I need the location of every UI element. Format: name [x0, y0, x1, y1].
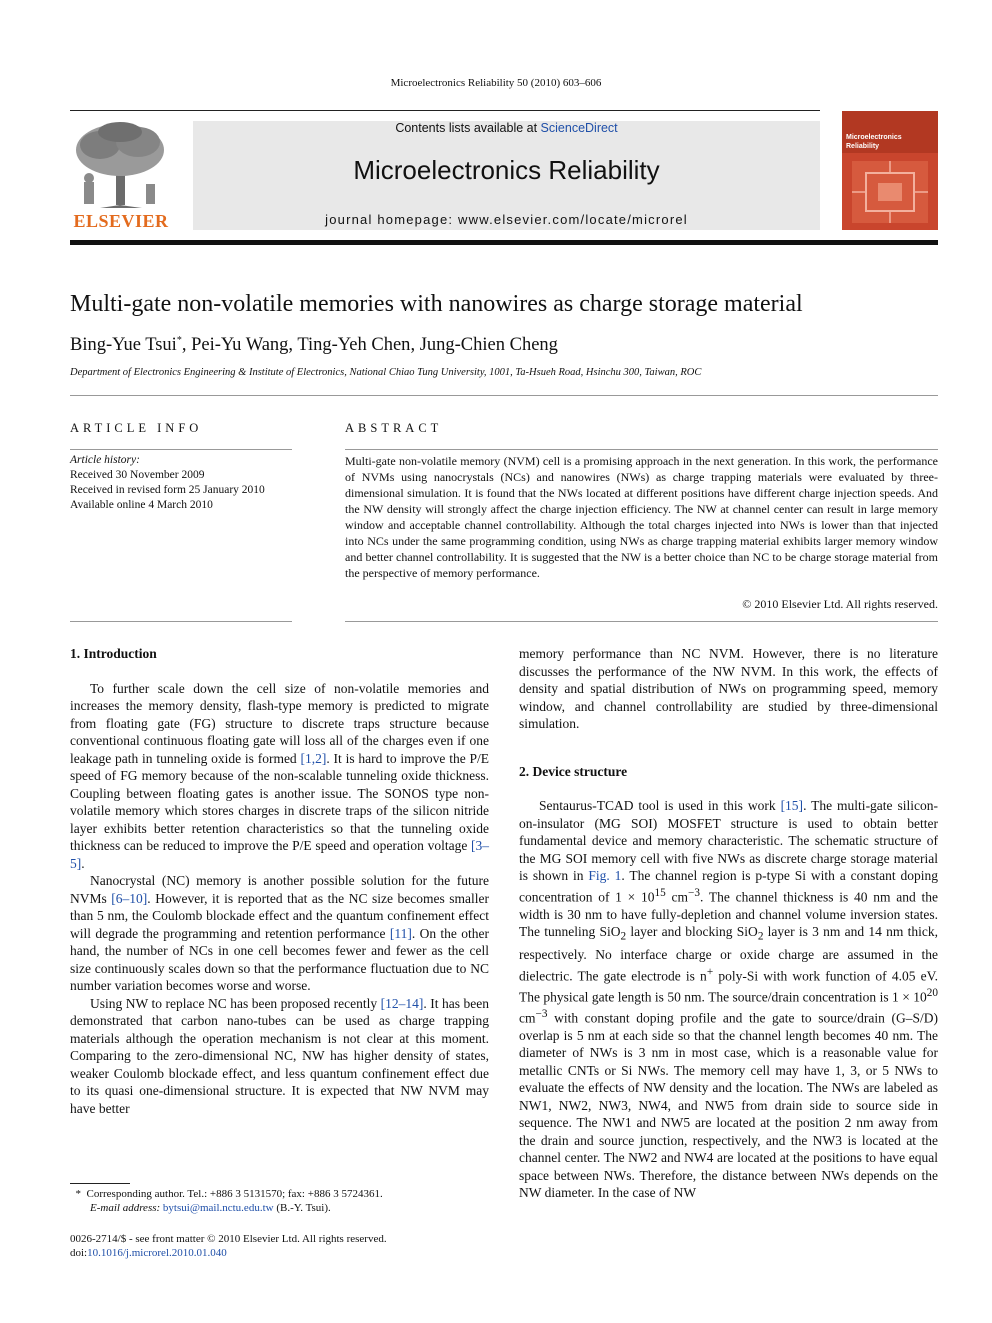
reference-link[interactable]: [11]: [389, 925, 412, 941]
paragraph: Nanocrystal (NC) memory is another possible solution for the future NVMs [6–10]. However, it is reported that as the NC size becomes smaller than 5 nm, the Coulomb blockade effect and the quantum confinement effect will degrade the programming and retention performance [11]. On the other hand, the number of NCs in one cell becomes fewer and fewer as the cell size continuously scales down so that the performance fluctuation due to NC number variation becomes worse and worse.: [70, 873, 489, 993]
article-info-rule: [70, 449, 292, 450]
right-column: [519, 645, 938, 1202]
section-heading-device-structure: 2. Device structure: [519, 763, 628, 779]
abstract-bottom-rule: [345, 621, 938, 622]
email-note: E-mail address: bytsui@mail.nctu.edu.tw (B.-Y. Tsui).: [90, 1202, 331, 1214]
author-name[interactable]: Ting-Yeh Chen: [297, 335, 411, 356]
revised-date: Received in revised form 25 January 2010: [70, 484, 265, 496]
publisher-wordmark: ELSEVIER: [73, 211, 169, 231]
title-divider: [70, 395, 938, 396]
doi-link[interactable]: 10.1016/j.microrel.2010.01.040: [87, 1247, 227, 1259]
cover-title-line1: Microelectronics: [846, 134, 902, 141]
article-history: [70, 453, 292, 513]
reference-link[interactable]: [15]: [780, 798, 804, 813]
abstract-heading: ABSTRACT: [345, 421, 443, 435]
article-info-heading: ARTICLE INFO: [70, 421, 203, 435]
figure-link[interactable]: Fig. 1: [588, 868, 622, 883]
paragraph: memory performance than NC NVM. However, there is no literature discusses the performance of the NW NVM. In this work, the effects of density and spatial distribution of NWs on programming speed, memory window, and channel controllability are studied by three-dimensional simulation.: [519, 646, 938, 731]
author-list: Bing-Yue Tsui*, Pei-Yu Wang, Ting-Yeh Chen, Jung-Chien Cheng: [70, 335, 558, 356]
contents-line: [193, 121, 820, 135]
paragraph: Sentaurus-TCAD tool is used in this work [15]. The multi-gate silicon-on-insulator (MG SOI) MOSFET structure is used to obtain better fundamental device and memory characteristic. The schematic structure of the MG SOI memory cell with five NWs as discrete charge storage material is shown in Fig. 1. The channel region is p-type Si with a constant doping concentration of $1 \times 10^{15}$ $cm^{-3}$. The channel thickness is 40 nm and the width is 30 nm to have fully-depletion and channel volume inversion states. The tunneling SiO$_2$ layer and blocking SiO$_2$ layer is 3 nm and 14 nm thick, respectively. No interface charge or oxide charge are assumed in the dielectric. The gate electrode is n+ poly-Si with work function of 4.05 eV. The physical gate length is 50 nm. The source/drain concentration is $1 \times 10^{20}$ $cm^{-3}$ with constant doping profile and the gate to source/drain (G–S/D) overlap is 5 nm at each side so that the channel length becomes 40 nm. The diameter of NWs is 3 nm in most case, which is a reasonable value for metallic CNTs or Si NWs. The memory cell may have 1, 3, or 5 NWs to evaluate the effects of NW density and the location. The NWs are labeled as NW1, NW2, NW3, NW4, and NW5 from drain side to source side in sequence. The NW1 and NW5 are located at the position 2 nm away from the drain and source junction, respectively, and the NW3 is located at the channel center. The NW2 and NW4 are located at the positions to have equal space between NWs. Therefore, the distance between NWs depends on the NW diameter. In the case of NW: [519, 798, 938, 1201]
abstract-text: Multi-gate non-volatile memory (NVM) cell is a promising approach in the next generation. In this work, the performance of NVMs using nanocrystals (NCs) and nanowires (NWs) as charge trapping materials were evaluated by three-dimensional simulation. It is found that the NWs located at different positions have different charge injection speeds. And the NW density will strongly affect the charge injection efficiency. The NW at channel center can result in large memory window and acceptable channel controllability. Although the total charges injected into NWs is lower than that injected into NCs under the same programming condition, using NWs as charge trapping material exhibits larger memory window and better channel controllability. It is suggested that the NW is a better choice than NC to be charge storage material from the perspective of memory performance.: [345, 454, 938, 580]
cover-title-line2: Reliability: [846, 143, 880, 150]
received-date: Received 30 November 2009: [70, 469, 205, 481]
issn-block: [70, 1232, 489, 1260]
article-info-bottom-rule: [70, 621, 292, 622]
paragraph: To further scale down the cell size of non-volatile memories and increases the memory density, flash-type memory is predicted to migrate from floating gate (FG) structure to discrete traps structure because conventional continuous floating gate will loss all of the charges even if one leakage path in tunneling oxide is formed [1,2]. It is hard to improve the P/E speed of FG memory because of the non-scalable tunneling oxide thickness. Coupling between floating gates is another issue. The SONOS type non-volatile memory which stores charges in discrete traps of the silicon nitride layer exhibits better retention characteristics so that the tunneling oxide thickness can be reduced to improve the P/E speed and operation voltage [3–5].: [70, 680, 489, 871]
cover-circuit-icon: [852, 161, 928, 223]
corresponding-mark[interactable]: *: [176, 335, 182, 346]
doi-line: doi:10.1016/j.microrel.2010.01.040: [70, 1247, 227, 1259]
journal-cover[interactable]: [842, 111, 938, 230]
section-heading-introduction: 1. Introduction: [70, 646, 157, 661]
journal-homepage[interactable]: journal homepage: www.elsevier.com/locate/microrel: [325, 212, 688, 227]
reference-link[interactable]: [3–5]: [70, 838, 489, 871]
paper-title: Multi-gate non-volatile memories with nanowires as charge storage material: [70, 291, 803, 317]
journal-citation: Microelectronics Reliability 50 (2010) 603–606: [390, 77, 602, 89]
corresponding-author-note: * Corresponding author. Tel.: +886 3 5131570; fax: +886 3 5724361.: [75, 1188, 383, 1200]
masthead-thick-rule: [70, 240, 938, 245]
online-date: Available online 4 March 2010: [70, 499, 213, 511]
reference-link[interactable]: [1,2]: [300, 750, 327, 766]
reference-link[interactable]: [6–10]: [111, 890, 148, 906]
copyright-notice: © 2010 Elsevier Ltd. All rights reserved.: [742, 597, 938, 611]
journal-title: Microelectronics Reliability: [353, 155, 660, 185]
footnote: [70, 1187, 489, 1215]
footnote-rule: [70, 1183, 130, 1184]
contents-prefix: Contents lists available at: [395, 121, 541, 135]
elsevier-tree-icon: [70, 120, 172, 210]
paragraph: Using NW to replace NC has been proposed recently [12–14]. It has been demonstrated that carbon nano-tubes can be used as charge trapping materials although the operation mechanism is not clear at this moment. Comparing to the zero-dimensional NC, NW has higher density of states, weaker Coulomb blockade effect, and less quantum confinement effect due to its quasi one-dimensional structure. It is expected that NW NVM may have better: [70, 995, 489, 1116]
abstract-rule: [345, 449, 938, 450]
author-name[interactable]: Jung-Chien Cheng: [419, 335, 558, 356]
left-column: [70, 645, 489, 1117]
cover-title: [846, 133, 936, 151]
front-matter-line: 0026-2714/$ - see front matter © 2010 Elsevier Ltd. All rights reserved.: [70, 1233, 387, 1245]
sciencedirect-link[interactable]: ScienceDirect: [540, 121, 618, 135]
reference-link[interactable]: [12–14]: [380, 995, 424, 1011]
affiliation: Department of Electronics Engineering & Institute of Electronics, National Chiao Tung University, 1001, Ta-Hsueh Road, Hsinchu 300, Taiwan, ROC: [70, 367, 702, 378]
author-name[interactable]: Bing-Yue Tsui: [70, 335, 177, 356]
history-label: Article history:: [70, 454, 140, 466]
masthead-top-rule: [70, 110, 820, 111]
elsevier-logo[interactable]: [70, 120, 172, 232]
email-link[interactable]: bytsui@mail.nctu.edu.tw: [162, 1202, 274, 1214]
author-name[interactable]: Pei-Yu Wang: [191, 335, 289, 356]
